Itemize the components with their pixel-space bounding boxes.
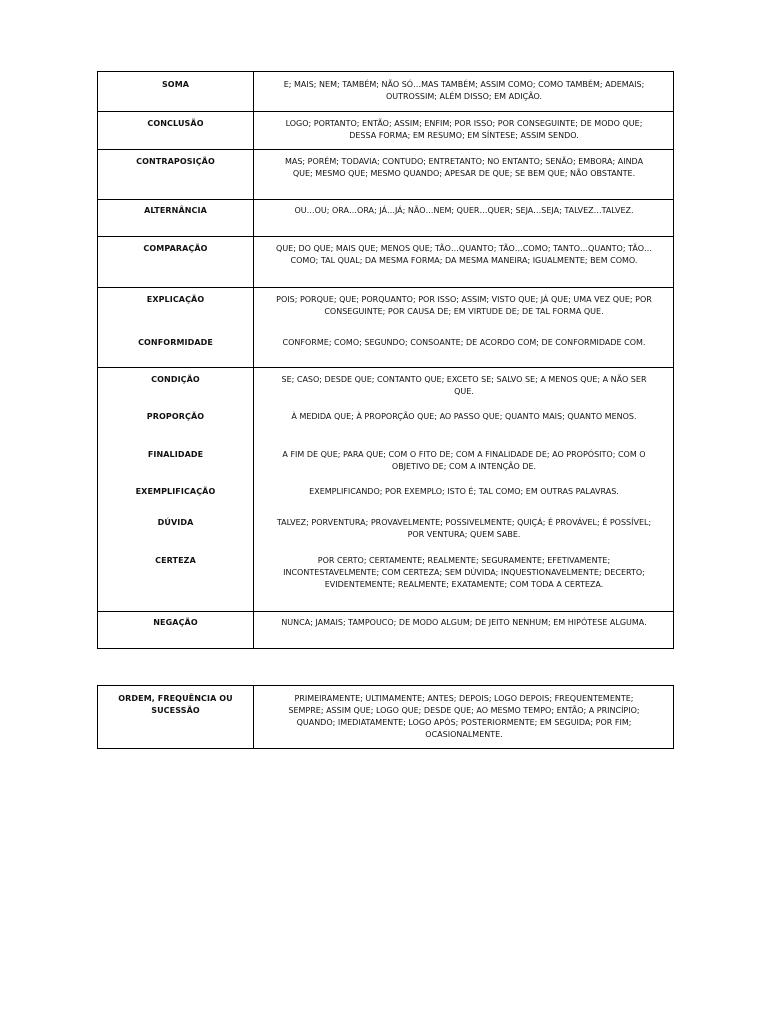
row-label: DÚVIDA [157, 518, 194, 527]
row-label: CERTEZA [155, 556, 196, 565]
row-label: CONTRAPOSIÇÃO [136, 157, 215, 166]
row-text: EXEMPLIFICANDO; POR EXEMPLO; ISTO É; TAL COMO; EM OUTRAS PALAVRAS. [309, 487, 619, 496]
row-text: POIS; PORQUE; QUE; PORQUANTO; POR ISSO; ASSIM; VISTO QUE; JÁ QUE; UMA VEZ QUE; POR CONSEGUINTE; POR CAUSA DE; EM VIRTUDE DE; DE TAL FORMA QUE. [276, 295, 652, 316]
row-label: CONFORMIDADE [138, 338, 213, 347]
connectives-table [97, 71, 674, 649]
row-label: FINALIDADE [147, 450, 204, 459]
row-text: NUNCA; JAMAIS; TAMPOUCO; DE MODO ALGUM; DE JEITO NENHUM; EM HIPÓTESE ALGUMA. [281, 618, 647, 627]
table-row-contraposicao [98, 150, 673, 200]
row-text: TALVEZ; PORVENTURA; PROVAVELMENTE; POSSIVELMENTE; QUIÇÁ; É PROVÁVEL; É POSSÍVEL; POR VENTURA; QUEM SABE. [276, 518, 652, 539]
row-text: OU…OU; ORA…ORA; JÁ…JÁ; NÃO…NEM; QUER…QUER; SEJA…SEJA; TALVEZ…TALVEZ. [294, 206, 634, 215]
sequence-table [97, 685, 674, 749]
table-row-soma [98, 72, 673, 112]
row-label: EXPLICAÇÃO [146, 295, 205, 304]
row-text: A FIM DE QUE; PARA QUE; COM O FITO DE; COM A FINALIDADE DE; AO PROPÓSITO; COM O OBJETIVO DE; COM A INTENÇÃO DE. [282, 450, 646, 471]
table-row-condicao-certeza [98, 368, 673, 612]
table-row-ordem [98, 686, 673, 748]
table-row-explicacao-conformidade [98, 288, 673, 368]
table-row-alternancia [98, 200, 673, 237]
row-text: POR CERTO; CERTAMENTE; REALMENTE; SEGURAMENTE; EFETIVAMENTE; INCONTESTAVELMENTE; COM CERTEZA; SEM DÚVIDA; INQUESTIONAVELMENTE; DECERTO; EVIDENTEMENTE; REALMENTE; EXATAMENTE; COM TODA A CERTEZA. [283, 556, 645, 589]
row-text: MAS; PORÉM; TODAVIA; CONTUDO; ENTRETANTO; NO ENTANTO; SENÃO; EMBORA; AINDA QUE; MESMO QUE; MESMO QUANDO; APESAR DE QUE; SE BEM QUE; NÃO OBSTANTE. [284, 157, 644, 178]
row-text: QUE; DO QUE; MAIS QUE; MENOS QUE; TÃO…QUANTO; TÃO…COMO; TANTO…QUANTO; TÃO…COMO; TAL QUAL; DA MESMA FORMA; DA MESMA MANEIRA; IGUALMENTE; BEM COMO. [276, 244, 652, 265]
row-label: COMPARAÇÃO [143, 244, 208, 253]
row-text: SE; CASO; DESDE QUE; CONTANTO QUE; EXCETO SE; SALVO SE; A MENOS QUE; A NÃO SER QUE. [281, 375, 647, 396]
row-label: CONDIÇÃO [151, 375, 200, 384]
row-label: PROPORÇÃO [146, 412, 205, 421]
row-label: EXEMPLIFICAÇÃO [135, 487, 216, 496]
table-row-conclusao [98, 112, 673, 150]
row-text: PRIMEIRAMENTE; ULTIMAMENTE; ANTES; DEPOIS; LOGO DEPOIS; FREQUENTEMENTE; SEMPRE; ASSIM QUE; LOGO QUE; DESDE QUE; AO MESMO TEMPO; ENTÃO; A PRINCÍPIO; QUANDO; IMEDIATAMENTE; LOGO APÓS; POSTERIORMENTE; EM SEGUIDA; POR FIM; OCASIONALMENTE. [288, 694, 640, 739]
row-text: E; MAIS; NEM; TAMBÉM; NÃO SÓ…MAS TAMBÉM; ASSIM COMO; COMO TAMBÉM; ADEMAIS; OUTROSSIM; ALÉM DISSO; EM ADIÇÃO. [283, 80, 645, 101]
table-row-comparacao [98, 237, 673, 288]
row-label: ORDEM, FREQUÊNCIA OU SUCESSÃO [118, 694, 233, 715]
row-text: LOGO; PORTANTO; ENTÃO; ASSIM; ENFIM; POR ISSO; POR CONSEGUINTE; DE MODO QUE; DESSA FORMA; EM RESUMO; EM SÍNTESE; ASSIM SENDO. [285, 119, 643, 140]
row-label: CONCLUSÃO [147, 119, 204, 128]
row-label: NEGAÇÃO [153, 618, 198, 627]
row-text: CONFORME; COMO; SEGUNDO; CONSOANTE; DE ACORDO COM; DE CONFORMIDADE COM. [282, 338, 646, 347]
table-row-negacao [98, 612, 673, 648]
row-text: À MEDIDA QUE; À PROPORÇÃO QUE; AO PASSO QUE; QUANTO MAIS; QUANTO MENOS. [291, 412, 637, 421]
row-label: ALTERNÂNCIA [144, 206, 207, 215]
row-label: SOMA [161, 80, 190, 89]
